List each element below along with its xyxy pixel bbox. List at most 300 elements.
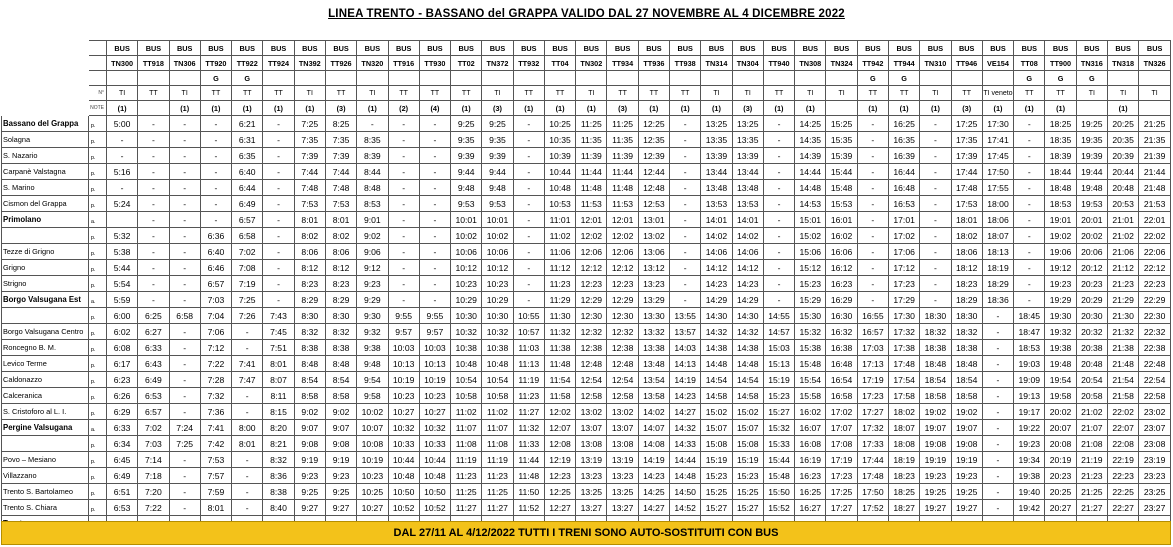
time-cell: 10:32 (482, 324, 513, 340)
train-note-cell: (3) (482, 101, 513, 116)
train-type-cell: BUS (701, 41, 732, 56)
time-cell: 10:03 (419, 340, 450, 356)
time-cell: 7:14 (138, 452, 169, 468)
time-cell: - (388, 132, 419, 148)
time-cell: - (138, 260, 169, 276)
table-row (2, 260, 1171, 276)
time-cell: - (138, 292, 169, 308)
time-cell: 13:01 (638, 212, 669, 228)
time-cell: - (1014, 116, 1045, 132)
time-cell: 19:53 (1076, 196, 1107, 212)
time-cell: 16:23 (826, 276, 857, 292)
train-number-cell: TT916 (388, 56, 419, 71)
time-cell: 10:58 (451, 388, 482, 404)
time-cell: - (857, 196, 888, 212)
time-cell: 18:58 (951, 388, 982, 404)
train-type-cell: BUS (357, 41, 388, 56)
time-cell: 14:25 (795, 116, 826, 132)
time-cell: 8:44 (357, 164, 388, 180)
time-cell: 16:06 (826, 244, 857, 260)
time-cell: - (388, 164, 419, 180)
time-cell: 12:58 (576, 388, 607, 404)
time-cell: 11:27 (513, 404, 544, 420)
train-category-cell: TI (1139, 86, 1171, 101)
train-category-cell: TT (388, 86, 419, 101)
time-cell: 17:06 (889, 244, 920, 260)
time-cell: - (763, 228, 794, 244)
time-cell: 12:54 (607, 372, 638, 388)
arrival-departure-cell: p. (88, 244, 106, 260)
time-cell: 15:32 (763, 420, 794, 436)
time-cell: 16:02 (795, 404, 826, 420)
time-cell: 19:27 (920, 500, 951, 516)
time-cell: 8:25 (325, 116, 356, 132)
time-cell: 17:29 (889, 292, 920, 308)
train-number-cell: TT942 (857, 56, 888, 71)
train-note-cell: (1) (857, 101, 888, 116)
time-cell: 14:35 (795, 132, 826, 148)
time-cell: 11:19 (482, 452, 513, 468)
arrival-departure-cell: p. (88, 388, 106, 404)
time-cell: - (982, 436, 1013, 452)
time-cell: 16:48 (889, 180, 920, 196)
time-cell: - (388, 276, 419, 292)
time-cell: 21:07 (1076, 420, 1107, 436)
time-cell: - (263, 260, 294, 276)
time-cell: 21:19 (1076, 452, 1107, 468)
time-cell: 16:58 (826, 388, 857, 404)
time-cell: 15:29 (795, 292, 826, 308)
time-cell: 22:29 (1139, 292, 1171, 308)
time-cell: 19:40 (1014, 484, 1045, 500)
time-cell: 14:44 (795, 164, 826, 180)
time-cell: 17:32 (857, 420, 888, 436)
time-cell: 10:50 (388, 484, 419, 500)
time-cell: 12:44 (638, 164, 669, 180)
time-cell: 21:30 (1107, 308, 1138, 324)
train-note-cell (826, 101, 857, 116)
time-cell: 8:48 (325, 356, 356, 372)
time-cell: 11:27 (451, 500, 482, 516)
time-cell: - (419, 116, 450, 132)
station-name-cell: Pergine Valsugana (2, 420, 89, 436)
station-name-cell (2, 436, 89, 452)
time-cell: 10:54 (482, 372, 513, 388)
time-cell: 8:30 (325, 308, 356, 324)
time-cell: 11:23 (482, 468, 513, 484)
station-name-cell: Tezze di Grigno (2, 244, 89, 260)
time-cell: 17:12 (889, 260, 920, 276)
header-blank-cell (2, 56, 89, 71)
time-cell: - (263, 116, 294, 132)
train-category-cell: TT (232, 86, 263, 101)
time-cell: 9:55 (388, 308, 419, 324)
time-cell: 18:25 (889, 484, 920, 500)
time-cell: 13:25 (701, 116, 732, 132)
time-cell: 19:02 (920, 404, 951, 420)
train-category-cell: TI (826, 86, 857, 101)
time-cell: 14:12 (732, 260, 763, 276)
time-cell: 14:52 (670, 500, 701, 516)
time-cell: - (857, 212, 888, 228)
time-cell: 9:44 (451, 164, 482, 180)
arrival-departure-cell: p. (88, 276, 106, 292)
time-cell: - (169, 292, 200, 308)
train-type-cell: BUS (607, 41, 638, 56)
train-type-cell: BUS (763, 41, 794, 56)
time-cell: - (670, 228, 701, 244)
time-cell: - (200, 196, 231, 212)
time-cell: 13:27 (576, 500, 607, 516)
time-cell: 10:44 (388, 452, 419, 468)
time-cell: 11:02 (451, 404, 482, 420)
time-cell: 22:54 (1139, 372, 1171, 388)
train-type-cell: BUS (1139, 41, 1171, 56)
time-cell: 12:54 (576, 372, 607, 388)
time-cell: 11:19 (513, 372, 544, 388)
time-cell: 8:01 (294, 212, 325, 228)
arrival-departure-cell: p. (88, 436, 106, 452)
time-cell: 6:49 (138, 372, 169, 388)
time-cell: 8:32 (294, 324, 325, 340)
train-number-cell: TN320 (357, 56, 388, 71)
train-category-cell: TT (857, 86, 888, 101)
time-cell: 21:02 (1076, 404, 1107, 420)
time-cell: 22:23 (1107, 468, 1138, 484)
train-note-cell: (3) (951, 101, 982, 116)
time-cell: 7:24 (169, 420, 200, 436)
train-g-flag-cell: G (857, 71, 888, 86)
time-cell: - (138, 196, 169, 212)
station-name-cell: Carpanè Valstagna (2, 164, 89, 180)
train-number-cell: TT924 (263, 56, 294, 71)
time-cell: 16:01 (826, 212, 857, 228)
time-cell: 13:23 (576, 468, 607, 484)
time-cell: - (920, 116, 951, 132)
time-cell: 18:54 (951, 372, 982, 388)
time-cell: 11:44 (607, 164, 638, 180)
time-cell: - (263, 244, 294, 260)
time-cell: 9:39 (451, 148, 482, 164)
train-g-flag-cell (732, 71, 763, 86)
train-g-flag-cell (607, 71, 638, 86)
time-cell: 12:30 (576, 308, 607, 324)
time-cell: 15:58 (795, 388, 826, 404)
time-cell: 6:26 (106, 388, 137, 404)
time-cell: 14:44 (670, 452, 701, 468)
time-cell: 18:53 (1045, 196, 1076, 212)
train-number-cell: TT926 (325, 56, 356, 71)
header-label-cell: NOTE (88, 101, 106, 116)
time-cell: 12:35 (638, 132, 669, 148)
time-cell: 9:02 (294, 404, 325, 420)
header-blank-cell (2, 86, 89, 101)
station-name-cell: Borgo Valsugana Est (2, 292, 89, 308)
time-cell: 11:33 (513, 436, 544, 452)
time-cell: 14:30 (732, 308, 763, 324)
time-cell: - (169, 180, 200, 196)
header-label-cell (88, 71, 106, 86)
arrival-departure-cell: p. (88, 116, 106, 132)
time-cell: 7:53 (294, 196, 325, 212)
time-cell: - (763, 244, 794, 260)
time-cell: 20:25 (1045, 484, 1076, 500)
time-cell: 14:53 (795, 196, 826, 212)
header-label-cell (88, 56, 106, 71)
time-cell: 11:44 (513, 452, 544, 468)
time-cell: 18:45 (1014, 308, 1045, 324)
time-cell: - (106, 148, 137, 164)
time-cell: 7:51 (263, 340, 294, 356)
time-cell: 18:01 (951, 212, 982, 228)
timetable-title: LINEA TRENTO - BASSANO del GRAPPA VALIDO DAL 27 NOVEMBRE AL 4 DICEMBRE 2022 (328, 8, 845, 20)
time-cell: 15:48 (826, 180, 857, 196)
time-cell: 19:06 (1045, 244, 1076, 260)
time-cell: 9:25 (294, 484, 325, 500)
time-cell: - (169, 228, 200, 244)
time-cell: - (920, 164, 951, 180)
time-cell: 15:50 (763, 484, 794, 500)
time-cell: 11:48 (513, 468, 544, 484)
train-number-cell: TT02 (451, 56, 482, 71)
train-type-cell: BUS (826, 41, 857, 56)
time-cell: 9:39 (482, 148, 513, 164)
time-cell: 10:27 (388, 404, 419, 420)
time-cell: - (169, 212, 200, 228)
time-cell: - (857, 180, 888, 196)
time-cell: 11:25 (482, 484, 513, 500)
train-category-cell: TI (920, 86, 951, 101)
time-cell: 20:38 (1076, 340, 1107, 356)
table-row (2, 276, 1171, 292)
train-number-cell: TN324 (826, 56, 857, 71)
time-cell: 15:25 (826, 116, 857, 132)
time-cell: - (169, 244, 200, 260)
time-cell: - (138, 148, 169, 164)
time-cell: 7:19 (232, 276, 263, 292)
time-cell: 11:53 (576, 196, 607, 212)
time-cell: 15:02 (732, 404, 763, 420)
time-cell: 19:58 (1045, 388, 1076, 404)
time-cell: 9:58 (357, 388, 388, 404)
train-number-cell: TN326 (1139, 56, 1171, 71)
time-cell: 7:57 (200, 468, 231, 484)
time-cell: 17:08 (826, 436, 857, 452)
time-cell: 14:58 (701, 388, 732, 404)
time-cell: - (138, 132, 169, 148)
arrival-departure-cell: p. (88, 484, 106, 500)
time-cell: 19:12 (1045, 260, 1076, 276)
time-cell: - (232, 452, 263, 468)
train-number-cell: TT946 (951, 56, 982, 71)
time-cell: 8:11 (263, 388, 294, 404)
time-cell: - (857, 132, 888, 148)
time-cell: 7:53 (200, 452, 231, 468)
time-cell: 10:25 (357, 484, 388, 500)
time-cell: - (513, 180, 544, 196)
train-number-cell: TT934 (607, 56, 638, 71)
time-cell: - (513, 260, 544, 276)
train-number-cell: TN372 (482, 56, 513, 71)
time-cell: 8:12 (325, 260, 356, 276)
train-type-cell: BUS (544, 41, 575, 56)
train-number-cell: TT920 (200, 56, 231, 71)
time-cell: - (1014, 164, 1045, 180)
time-cell: 23:25 (1139, 484, 1171, 500)
time-cell: 6:29 (106, 404, 137, 420)
time-cell: - (763, 180, 794, 196)
train-note-cell (138, 101, 169, 116)
time-cell: 11:30 (544, 308, 575, 324)
time-cell: 19:23 (920, 468, 951, 484)
time-cell: 8:32 (325, 324, 356, 340)
time-cell: - (169, 500, 200, 516)
time-cell: - (763, 196, 794, 212)
time-cell: 17:55 (982, 180, 1013, 196)
train-type-cell: BUS (576, 41, 607, 56)
time-cell: - (419, 244, 450, 260)
time-cell: 9:53 (482, 196, 513, 212)
time-cell: 18:07 (889, 420, 920, 436)
train-number-cell: TT940 (763, 56, 794, 71)
time-cell: - (982, 388, 1013, 404)
time-cell: 20:23 (1076, 276, 1107, 292)
train-g-flag-cell (670, 71, 701, 86)
time-cell: 12:25 (544, 484, 575, 500)
time-cell: 8:00 (232, 420, 263, 436)
time-cell: 14:23 (638, 468, 669, 484)
time-cell: 7:02 (138, 420, 169, 436)
time-cell: 21:32 (1107, 324, 1138, 340)
train-type-cell: BUS (388, 41, 419, 56)
time-cell: 15:19 (763, 372, 794, 388)
time-cell: 15:19 (701, 452, 732, 468)
train-g-flag-cell (138, 71, 169, 86)
time-cell: 17:02 (826, 404, 857, 420)
time-cell: - (670, 148, 701, 164)
time-cell: 15:44 (763, 452, 794, 468)
time-cell: 19:22 (1014, 420, 1045, 436)
time-cell: - (169, 340, 200, 356)
time-cell: 22:27 (1107, 500, 1138, 516)
time-cell: 10:27 (357, 500, 388, 516)
time-cell: 11:39 (607, 148, 638, 164)
time-cell: - (232, 404, 263, 420)
time-cell: 20:01 (1076, 212, 1107, 228)
time-cell: 6:08 (106, 340, 137, 356)
time-cell: 15:54 (795, 372, 826, 388)
train-category-cell: TI (294, 86, 325, 101)
time-cell: 8:48 (294, 356, 325, 372)
time-cell: 23:19 (1139, 452, 1171, 468)
train-type-cell: BUS (670, 41, 701, 56)
train-g-flag-cell (1139, 71, 1171, 86)
time-cell: - (263, 276, 294, 292)
train-note-cell: (1) (576, 101, 607, 116)
time-cell: 9:54 (357, 372, 388, 388)
time-cell: - (1014, 244, 1045, 260)
time-cell: 10:55 (513, 308, 544, 324)
time-cell: 10:13 (388, 356, 419, 372)
time-cell: 14:23 (701, 276, 732, 292)
train-note-cell: (1) (670, 101, 701, 116)
time-cell: - (857, 116, 888, 132)
time-cell: 5:24 (106, 196, 137, 212)
time-cell: 8:40 (263, 500, 294, 516)
time-cell: 13:38 (638, 340, 669, 356)
time-cell: 20:48 (1076, 356, 1107, 372)
time-cell: 11:12 (544, 260, 575, 276)
time-cell: - (388, 116, 419, 132)
time-cell: - (670, 244, 701, 260)
time-cell: 16:53 (889, 196, 920, 212)
time-cell: 10:52 (419, 500, 450, 516)
time-cell: 11:48 (544, 356, 575, 372)
time-cell: 7:44 (294, 164, 325, 180)
train-note-cell: (1) (451, 101, 482, 116)
time-cell: 6:49 (106, 468, 137, 484)
arrival-departure-cell: p. (88, 164, 106, 180)
time-cell: 14:29 (732, 292, 763, 308)
time-cell: 7:02 (232, 244, 263, 260)
time-cell: 8:21 (263, 436, 294, 452)
time-cell: 22:02 (1139, 228, 1171, 244)
time-cell: 14:48 (701, 356, 732, 372)
time-cell: 7:35 (325, 132, 356, 148)
time-cell: 15:07 (732, 420, 763, 436)
time-cell: - (169, 148, 200, 164)
station-name-cell: Villazzano (2, 468, 89, 484)
time-cell: 17:54 (889, 372, 920, 388)
time-cell: 9:29 (357, 292, 388, 308)
time-cell: 9:32 (357, 324, 388, 340)
time-cell: 22:08 (1107, 436, 1138, 452)
time-cell: 19:42 (1014, 500, 1045, 516)
time-cell: 19:38 (1014, 468, 1045, 484)
train-type-cell: BUS (451, 41, 482, 56)
time-cell: - (419, 148, 450, 164)
time-cell: 20:48 (1107, 180, 1138, 196)
time-cell: 7:41 (200, 420, 231, 436)
time-cell: 13:08 (607, 436, 638, 452)
time-cell: 19:30 (1045, 308, 1076, 324)
header-row-g (2, 71, 1171, 86)
time-cell: 15:12 (795, 260, 826, 276)
time-cell: 11:38 (544, 340, 575, 356)
time-cell: 12:25 (638, 116, 669, 132)
time-cell: 6:21 (232, 116, 263, 132)
time-cell: 17:01 (889, 212, 920, 228)
time-cell: - (513, 292, 544, 308)
train-type-cell: BUS (419, 41, 450, 56)
train-note-cell: (1) (169, 101, 200, 116)
time-cell: 18:48 (920, 356, 951, 372)
train-category-cell: TT (951, 86, 982, 101)
time-cell: 7:08 (232, 260, 263, 276)
time-cell: 10:30 (451, 308, 482, 324)
time-cell: - (982, 308, 1013, 324)
time-cell: 14:02 (701, 228, 732, 244)
time-cell: - (920, 148, 951, 164)
time-cell: - (982, 468, 1013, 484)
time-cell: 15:32 (795, 324, 826, 340)
time-cell: 5:54 (106, 276, 137, 292)
table-row (2, 308, 1171, 324)
time-cell: 17:44 (951, 164, 982, 180)
time-cell: 12:29 (607, 292, 638, 308)
time-cell (106, 212, 137, 228)
time-cell: - (263, 164, 294, 180)
